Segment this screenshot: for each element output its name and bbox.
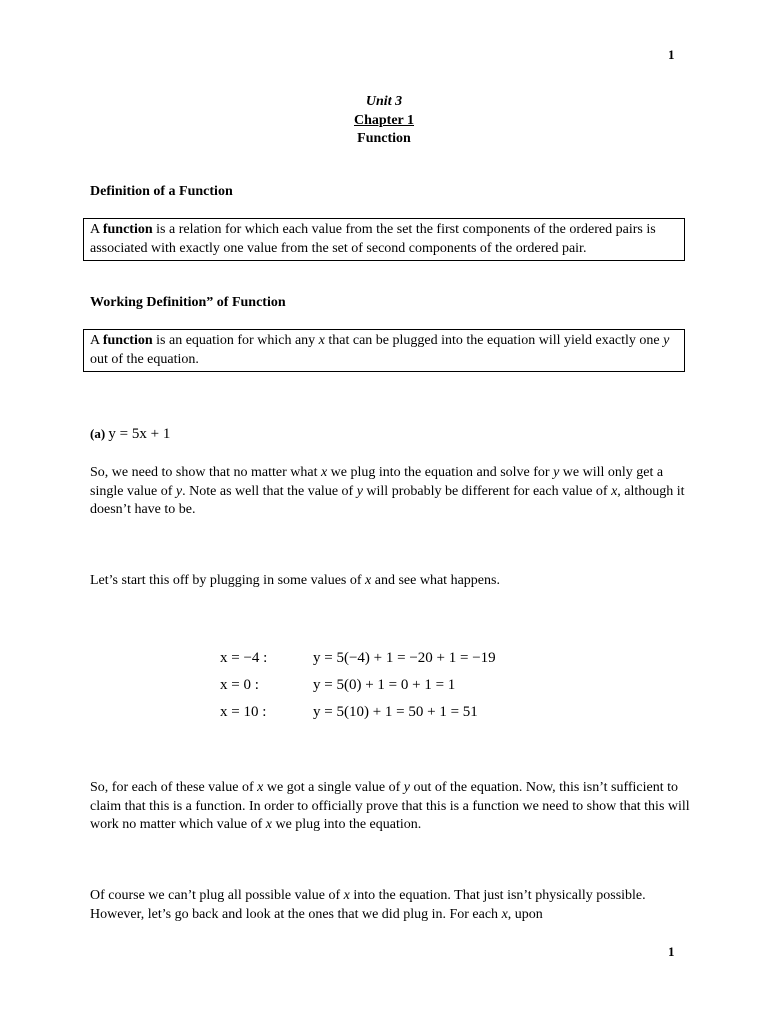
unit-title: Unit 3: [365, 94, 403, 109]
text: and see what happens.: [371, 573, 500, 588]
example-a: [90, 426, 170, 443]
evaluation-input-3: x = 10 :: [220, 704, 267, 720]
text: Of course we can’t plug all possible value of: [90, 888, 344, 903]
definition-term: function: [102, 222, 153, 237]
example-equation: y = 5x + 1: [108, 426, 171, 442]
example-label: (a): [90, 426, 109, 441]
var-x: x: [257, 780, 264, 795]
var-y: y: [663, 333, 670, 348]
text: we plug into the equation and solve for: [327, 465, 554, 480]
paragraph-3: [90, 779, 690, 835]
var-x: x: [343, 888, 350, 903]
var-y: y: [403, 780, 410, 795]
var-y: y: [553, 465, 560, 480]
var-x: x: [365, 573, 372, 588]
text: into the equation. That just isn’t physically possible. However, let’s go back and look at the ones that we did plug in. For each: [90, 888, 646, 922]
working-definition-lead: A: [90, 333, 103, 348]
definition-heading: Definition of a Function: [90, 184, 233, 199]
topic-title: Function: [357, 131, 411, 146]
chapter-title: Chapter 1: [353, 113, 415, 128]
working-definition-heading: Working Definition” of Function: [90, 295, 286, 310]
paragraph-4: [90, 887, 690, 924]
text: we got a single value of: [263, 780, 404, 795]
working-definition-box: [83, 329, 685, 372]
var-x: x: [320, 465, 328, 480]
working-definition-text-3: out of the equation.: [90, 352, 199, 367]
var-y: y: [175, 483, 183, 499]
var-x: x: [501, 906, 508, 922]
working-definition-term: function: [102, 333, 153, 348]
page-number-top: 1: [668, 47, 675, 62]
chapter-title-wrap: [0, 113, 768, 129]
definition-text: is a relation for which each value from the set the first components of the ordered pairs is associated with exactly one value from the set of second components of the ordered pair.: [90, 222, 656, 256]
var-x: x: [318, 333, 325, 348]
var-x: x: [265, 817, 272, 832]
text: So, we need to show that no matter what: [90, 465, 321, 480]
paragraph-2: [90, 572, 690, 591]
text: Let’s start this off by plugging in some values of: [90, 573, 366, 588]
working-definition-text-2: that can be plugged into the equation will yield exactly one: [324, 333, 664, 348]
evaluation-input-2: x = 0 :: [220, 677, 259, 693]
evaluation-input-1: x = −4 :: [220, 650, 268, 666]
text: , although it doesn’t have to be.: [90, 483, 685, 517]
text: . Note as well that the value of: [182, 483, 357, 499]
text: we will only get a single value of: [90, 465, 664, 499]
evaluation-result-2: y = 5(0) + 1 = 0 + 1 = 1: [313, 677, 456, 693]
var-x: x: [611, 483, 618, 499]
var-y: y: [356, 483, 363, 499]
text: out of the equation. Now, this isn’t sufficient to claim that this is a function. In order to officially prove that this is a function we need to show that this will work no matter which value of: [90, 780, 690, 832]
text: So, for each of these value of: [90, 780, 258, 795]
text: will probably be different for each value of: [362, 483, 612, 499]
working-definition-text-1: is an equation for which any: [152, 333, 319, 348]
paragraph-1: [90, 464, 690, 520]
definition-box: [83, 218, 685, 261]
definition-lead: A: [90, 222, 103, 237]
page-number-bottom: 1: [668, 944, 675, 959]
evaluation-result-3: y = 5(10) + 1 = 50 + 1 = 51: [313, 704, 478, 720]
text: , upon: [507, 906, 543, 922]
text: we plug into the equation.: [271, 817, 422, 832]
evaluation-result-1: y = 5(−4) + 1 = −20 + 1 = −19: [313, 650, 496, 666]
